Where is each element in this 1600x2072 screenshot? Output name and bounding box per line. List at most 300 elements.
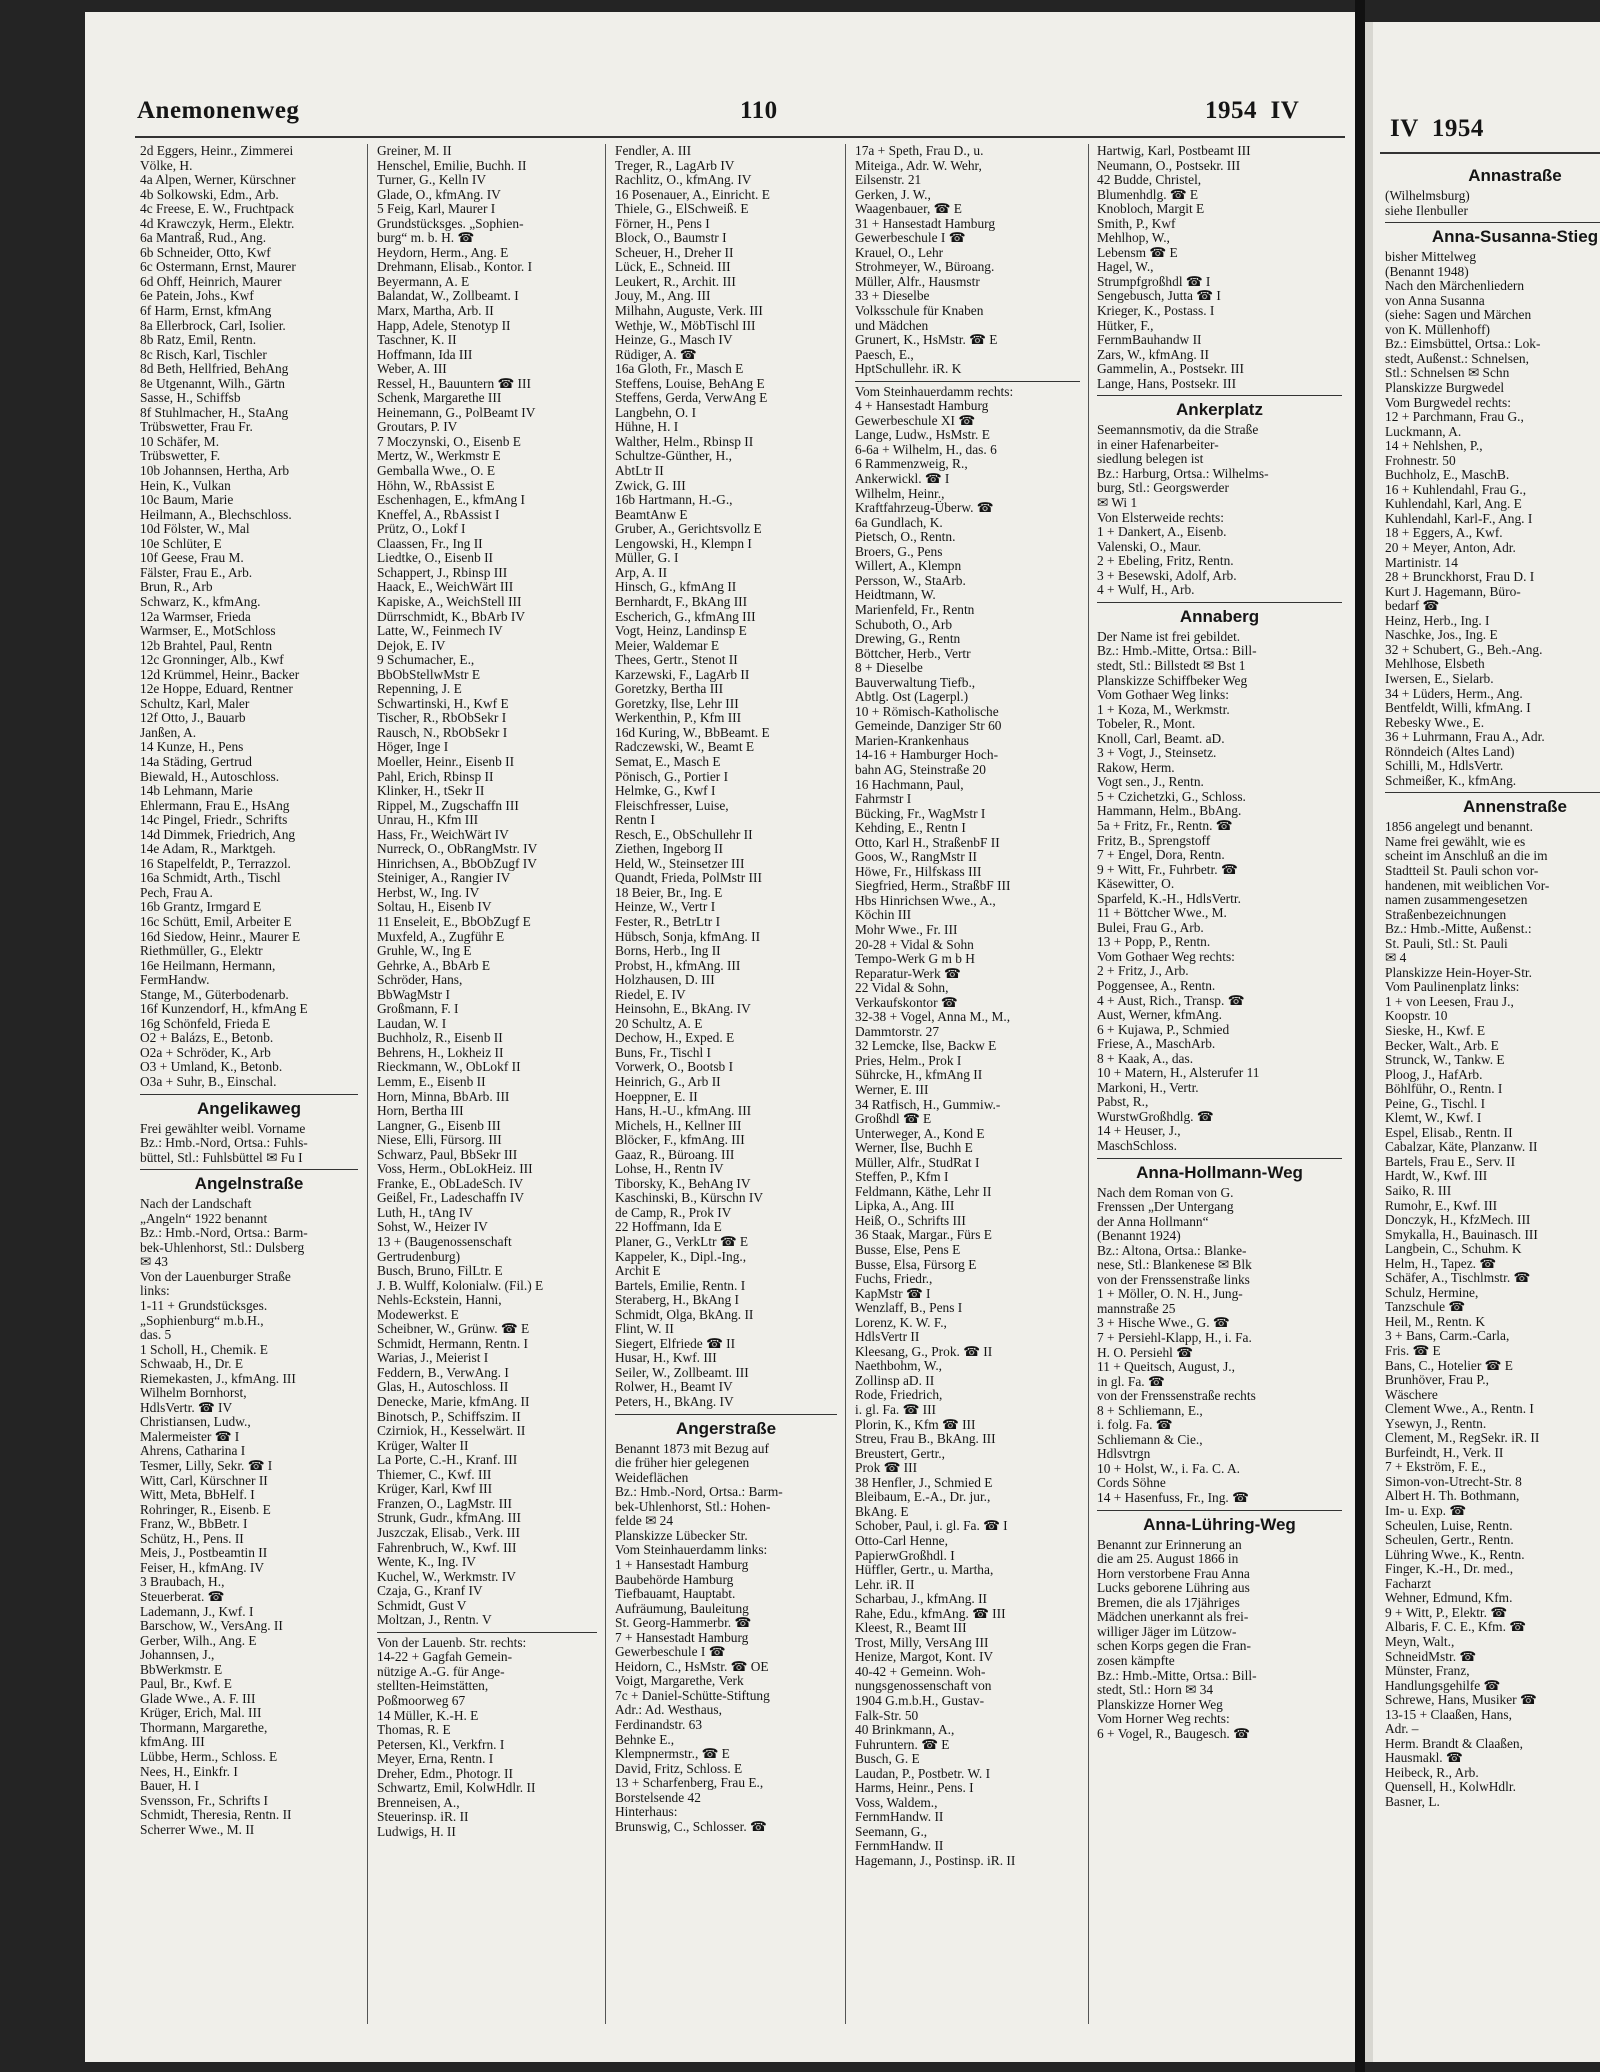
directory-entry: 13 + Popp, P., Rentn.: [1097, 935, 1211, 950]
directory-entry: Petersen, Kl., Verkfrn. I: [377, 1737, 505, 1752]
directory-entry: Lange, Ludw., HsMstr. E: [855, 428, 990, 443]
directory-entry: Ahrens, Catharina I: [140, 1444, 246, 1459]
directory-entry: kfmAng. III: [140, 1735, 205, 1750]
directory-entry: Bans, C., Hotelier ☎ E: [1385, 1358, 1513, 1373]
directory-entry: Dechow, H., Exped. E: [615, 1031, 735, 1046]
directory-entry: BbObStellwMstr E: [377, 667, 481, 682]
directory-entry: 9 + Witt, Fr., Fuhrbetr. ☎: [1097, 862, 1238, 877]
directory-entry: HdlsVertr II: [855, 1330, 920, 1345]
directory-entry: nungsgenossenschaft von: [855, 1679, 992, 1694]
directory-entry: Heibeck, R., Arb.: [1385, 1765, 1479, 1780]
directory-entry: Steffen, P., Kfm I: [855, 1170, 949, 1185]
directory-entry: Finger, K.-H., Dr. med.,: [1385, 1562, 1514, 1577]
section-rule: [377, 1632, 597, 1633]
directory-entry: Marienfeld, Fr., Rentn: [855, 602, 975, 617]
directory-entry: Fester, R., BetrLtr I: [615, 914, 721, 929]
directory-entry: Rönndeich (Altes Land): [1385, 744, 1515, 759]
directory-entry: Aust, Werner, kfmAng.: [1097, 1008, 1222, 1023]
directory-entry: Willert, A., Klempn: [855, 559, 962, 574]
directory-entry: Rippel, M., Zugschaffn III: [377, 798, 519, 813]
directory-entry: Meyn, Walt.,: [1385, 1634, 1455, 1649]
directory-entry: Brun, R., Arb: [140, 580, 213, 595]
directory-entry: Nach den Märchenliedern: [1385, 279, 1525, 294]
directory-entry: Kapiske, A., WeichStell III: [377, 594, 522, 609]
directory-entry: O3 + Umland, K., Betonb.: [140, 1060, 283, 1075]
directory-entry: Heinrich, G., Arb II: [615, 1075, 721, 1089]
directory-entry: Flint, W. II: [615, 1322, 674, 1337]
directory-entry: Lübbe, Herm., Schloss. E: [140, 1749, 278, 1764]
directory-entry: Wente, K., Ing. IV: [377, 1555, 476, 1570]
directory-entry: Scharbau, J., kfmAng. II: [855, 1592, 988, 1607]
directory-entry: Pech, Frau A.: [140, 885, 213, 900]
directory-entry: 2 + Fritz, J., Arb.: [1097, 964, 1189, 979]
directory-entry: Frohnestr. 50: [1385, 453, 1456, 468]
directory-entry: Schmidt, Gust V: [377, 1598, 467, 1613]
directory-entry: Kuhlendahl, Karl-F., Ang. I: [1385, 511, 1533, 526]
directory-entry: Trost, Milly, VersAng III: [855, 1635, 989, 1650]
directory-entry: Waagenbauer, ☎ E: [855, 202, 962, 217]
directory-entry: Vom Steinhauerdamm rechts:: [855, 384, 1014, 399]
directory-entry: Wethje, W., MöbTischl III: [615, 318, 756, 333]
directory-entry: Steuerinsp. iR. II: [377, 1810, 469, 1825]
directory-entry: Feddern, B., VerwAng. I: [377, 1365, 509, 1380]
directory-entry: Hans, H.-U., kfmAng. III: [615, 1104, 752, 1119]
directory-entry: Köchin III: [855, 908, 912, 923]
directory-entry: 8d Beth, Hellfried, BehAng: [140, 362, 289, 377]
directory-entry: Rachlitz, O., kfmAng. IV: [615, 173, 752, 188]
directory-entry: burg, Stl.: Georgswerder: [1097, 481, 1229, 496]
directory-entry: 16f Kunzendorf, H., kfmAng E: [140, 1002, 308, 1017]
directory-entry: Facharzt: [1385, 1576, 1432, 1591]
directory-entry: Streu, Frau B., BkAng. III: [855, 1432, 996, 1447]
directory-entry: Poßmoorweg 67: [377, 1693, 466, 1708]
directory-entry: Busse, Else, Pens E: [855, 1243, 961, 1258]
directory-entry: Claassen, Fr., Ing II: [377, 536, 483, 551]
directory-entry: Verkaufskontor ☎: [855, 995, 958, 1010]
directory-entry: Nees, H., Einkfr. I: [140, 1764, 238, 1779]
directory-entry: 1-11 + Grundstücksges.: [140, 1299, 268, 1314]
directory-entry: Eilsenstr. 21: [855, 173, 922, 188]
directory-entry: ✉ Wi 1: [1097, 496, 1138, 511]
directory-entry: Borstelsende 42: [615, 1790, 701, 1805]
directory-entry: 20-28 + Vidal & Sohn: [855, 937, 974, 952]
directory-entry: Seiler, W., Zollbeamt. III: [615, 1365, 749, 1380]
directory-entry: Archit E: [615, 1264, 661, 1279]
directory-entry: Sparfeld, K.-H., HdlsVertr.: [1097, 891, 1241, 906]
street-heading: Angelnstraße: [194, 1174, 304, 1194]
directory-entry: Goretzky, Bertha III: [615, 682, 724, 697]
directory-entry: Rieckmann, W., ObLokf II: [377, 1060, 521, 1075]
directory-entry: Scheuer, H., Dreher II: [615, 245, 734, 260]
directory-entry: Binotsch, P., Schiffszim. II: [377, 1409, 521, 1424]
directory-entry: Hoffmann, Ida III: [377, 347, 473, 362]
directory-entry: 4 + Wulf, H., Arb.: [1097, 583, 1195, 598]
directory-entry: Planskizze Burgwedel: [1385, 381, 1505, 396]
directory-entry: Geißel, Fr., Ladeschaffn IV: [377, 1191, 525, 1206]
directory-entry: Rüdiger, A. ☎: [615, 347, 697, 362]
directory-entry: Witt, Meta, BbHelf. I: [140, 1488, 255, 1503]
directory-entry: die früher hier gelegenen: [615, 1456, 750, 1471]
directory-entry: Behnke E.,: [615, 1732, 675, 1747]
directory-entry: Jouy, M., Ang. III: [615, 289, 711, 304]
directory-entry: 13 + Scharfenberg, Frau E.,: [615, 1776, 764, 1791]
right-page: [1365, 22, 1600, 2062]
directory-entry: Müller, Alfr., StudRat I: [855, 1155, 980, 1170]
directory-entry: Schrewe, Hans, Musiker ☎: [1385, 1693, 1537, 1708]
directory-entry: Muxfeld, A., Zugführ E: [377, 929, 505, 944]
column-divider: [1088, 144, 1089, 2024]
directory-entry: Fahrenbruch, W., Kwf. III: [377, 1540, 517, 1555]
directory-entry: 38 Henfler, J., Schmied E: [855, 1475, 993, 1490]
directory-entry: Sieske, H., Kwf. E: [1385, 1023, 1486, 1038]
directory-entry: Heidtmann, W.: [855, 588, 936, 603]
directory-entry: 10e Schlüter, E: [140, 536, 222, 551]
directory-entry: Schmeißer, K., kfmAng.: [1385, 773, 1517, 788]
directory-entry: Heinze, W., Vertr I: [615, 900, 716, 915]
directory-entry: 6b Schneider, Otto, Kwf: [140, 245, 271, 260]
directory-entry: Schober, Paul, i. gl. Fa. ☎ I: [855, 1519, 1008, 1534]
directory-entry: Busch, Bruno, FilLtr. E: [377, 1264, 503, 1279]
street-heading: Angelikaweg: [197, 1098, 301, 1118]
directory-entry: Hinsch, G., kfmAng II: [615, 580, 737, 595]
directory-entry: Blumenhdlg. ☎ E: [1097, 187, 1199, 202]
directory-entry: 12f Otto, J., Bauarb: [140, 711, 246, 726]
directory-entry: Probst, H., kfmAng. III: [615, 958, 741, 973]
directory-entry: Werkenthin, P., Kfm III: [615, 711, 742, 726]
directory-entry: Rolwer, H., Beamt IV: [615, 1380, 733, 1395]
directory-entry: links:: [140, 1284, 170, 1299]
directory-entry: Aufräumung, Bauleitung: [615, 1601, 749, 1616]
column-divider: [605, 144, 606, 2024]
directory-entry: Horn verstorbene Frau Anna: [1097, 1566, 1250, 1581]
directory-entry: Miteiga., Adr. W. Wehr,: [855, 158, 982, 173]
directory-entry: Latte, W., Feinmech IV: [377, 624, 503, 639]
directory-entry: Prok ☎ III: [855, 1461, 918, 1476]
directory-entry: 5a + Fritz, Fr., Rentn. ☎: [1097, 818, 1233, 833]
directory-entry: Schäfer, A., Tischlmstr. ☎: [1385, 1271, 1531, 1286]
directory-entry: Fahrmstr I: [855, 792, 912, 807]
directory-entry: 5 + Czichetzki, G., Schloss.: [1097, 789, 1246, 804]
directory-entry: Kleesang, G., Prok. ☎ II: [855, 1344, 993, 1359]
directory-entry: 14 + Heuser, J.,: [1097, 1124, 1181, 1139]
directory-entry: Bz.: Eimsbüttel, Ortsa.: Lok-: [1385, 337, 1541, 352]
directory-entry: Frenssen „Der Untergang: [1097, 1200, 1234, 1215]
directory-entry: 12e Hoppe, Eduard, Rentner: [140, 682, 293, 697]
directory-entry: Abtlg. Ost (Lagerpl.): [855, 690, 969, 705]
directory-entry: Strohmeyer, W., Büroang.: [855, 260, 995, 275]
directory-entry: 2d Eggers, Heinr., Zimmerei: [140, 144, 294, 158]
directory-entry: Busse, Elsa, Fürsorg E: [855, 1257, 977, 1272]
section-rule: [615, 1414, 837, 1415]
directory-entry: Riethmüller, G., Elektr: [140, 944, 263, 959]
directory-entry: 10 + Holst, W., i. Fa. C. A.: [1097, 1461, 1240, 1476]
directory-entry: 14e Adam, R., Marktgeh.: [140, 842, 276, 857]
directory-entry: namen zusammengesetzen: [1385, 893, 1528, 908]
directory-entry: Sührcke, H., kfmAng II: [855, 1068, 983, 1083]
directory-entry: Vom Horner Weg rechts:: [1097, 1712, 1230, 1727]
directory-entry: 7 + Persiehl-Klapp, H., i. Fa.: [1097, 1331, 1252, 1346]
directory-entry: 8 + Kaak, A., das.: [1097, 1051, 1194, 1066]
directory-entry: Fälster, Frau E., Arb.: [140, 565, 253, 580]
section-rule: [140, 1169, 358, 1170]
directory-entry: Pönisch, G., Portier I: [615, 769, 729, 784]
directory-entry: 16a Schmidt, Arth., Tischl: [140, 871, 281, 886]
directory-entry: Krüger, Erich, Mal. III: [140, 1706, 262, 1721]
directory-entry: Kaschinski, B., Kürschn IV: [615, 1191, 764, 1206]
directory-entry: Kappeler, K., Dipl.-Ing.,: [615, 1249, 747, 1264]
directory-entry: 34 Ratfisch, H., Gummiw.-: [855, 1097, 1001, 1112]
directory-entry: Heinz, Herb., Ing. I: [1385, 613, 1490, 628]
directory-entry: Semat, E., Masch E: [615, 754, 721, 769]
directory-entry: Broers, G., Pens: [855, 544, 943, 559]
directory-entry: de Camp, R., Prok IV: [615, 1205, 732, 1220]
directory-entry: Otto, Karl H., StraßenbF II: [855, 835, 1000, 850]
section-rule: [855, 381, 1080, 382]
directory-entry: Tischer, R., RbObSekr I: [377, 711, 507, 726]
directory-entry: Dreher, Edm., Photogr. II: [377, 1766, 513, 1781]
directory-entry: Meis, J., Postbeamtin II: [140, 1546, 268, 1561]
directory-entry: Schilli, M., HdlsVertr.: [1385, 759, 1504, 774]
directory-entry: Lengowski, H., Klempn I: [615, 536, 752, 551]
directory-entry: Burfeindt, H., Verk. II: [1385, 1445, 1504, 1460]
directory-entry: 16c Schütt, Emil, Arbeiter E: [140, 914, 292, 929]
street-heading: Annenstraße: [1463, 797, 1567, 817]
directory-entry: Handlungsgehilfe ☎: [1385, 1678, 1501, 1693]
directory-entry: von der Frenssenstraße rechts: [1097, 1389, 1256, 1404]
directory-entry: Langbehn, O. I: [615, 405, 697, 420]
directory-entry: bek-Uhlenhorst, Stl.: Hohen-: [615, 1499, 771, 1514]
directory-entry: Greiner, M. II: [377, 144, 452, 158]
directory-entry: Schmidt, Hermann, Rentn. I: [377, 1336, 528, 1351]
directory-entry: Volksschule für Knaben: [855, 304, 984, 319]
directory-entry: zosen kämpfte: [1097, 1653, 1175, 1668]
directory-entry: Nehls-Eckstein, Hanni,: [377, 1293, 502, 1308]
directory-entry: Vogt, Heinz, Landinsp E: [615, 624, 747, 639]
directory-entry: bek-Uhlenhorst, Stl.: Dulsberg: [140, 1240, 305, 1255]
directory-entry: Pabst, R.,: [1097, 1095, 1149, 1110]
directory-entry: Seemann, G.,: [855, 1824, 928, 1839]
directory-entry: Großhdl ☎ E: [855, 1112, 932, 1127]
directory-entry: Schwartinski, H., Kwf E: [377, 696, 509, 711]
directory-entry: Heilmann, A., Blechschloss.: [140, 507, 292, 522]
directory-entry: Fris. ☎ E: [1385, 1344, 1441, 1359]
directory-entry: Rumohr, E., Kwf. III: [1385, 1198, 1498, 1213]
directory-entry: Fleischfresser, Luise,: [615, 798, 729, 813]
directory-entry: 1 + Koza, M., Werkmstr.: [1097, 702, 1230, 717]
section-rule: [1097, 1158, 1342, 1159]
directory-entry: Peine, G., Tischl. I: [1385, 1096, 1486, 1111]
directory-entry: Karzewski, F., LagArb II: [615, 667, 750, 682]
directory-entry: Fuchs, Friedr.,: [855, 1272, 933, 1287]
directory-entry: 6 + Kujawa, P., Schmied: [1097, 1022, 1230, 1037]
directory-entry: Ehlermann, Frau E., HsAng: [140, 798, 290, 813]
directory-entry: Ziethen, Ingeborg II: [615, 842, 723, 857]
directory-entry: Höhn, W., RbAssist E: [377, 478, 495, 493]
directory-entry: Zars, W., kfmAng. II: [1097, 347, 1209, 362]
directory-entry: Thormann, Margarethe,: [140, 1720, 268, 1735]
directory-entry: von K. Müllenhoff): [1385, 322, 1491, 337]
column-divider: [367, 144, 368, 2024]
directory-entry: siehe Ilenbuller: [1385, 203, 1468, 218]
directory-entry: scheint im Anschluß an die im: [1385, 849, 1548, 864]
directory-entry: H. O. Persiehl ☎: [1097, 1345, 1193, 1360]
directory-entry: Trübswetter, F.: [140, 449, 221, 464]
directory-entry: Stange, M., Güterbodenarb.: [140, 987, 289, 1002]
directory-entry: Tempo-Werk G m b H: [855, 952, 975, 967]
directory-entry: Falk-Str. 50: [855, 1708, 919, 1723]
directory-entry: Paesch, E.,: [855, 347, 914, 362]
directory-entry: Buns, Fr., Tischl I: [615, 1045, 712, 1060]
directory-entry: 6-6a + Wilhelm, H., das. 6: [855, 442, 997, 457]
directory-entry: Langbein, C., Schuhm. K: [1385, 1242, 1522, 1257]
directory-entry: PapierwGroßhdl. I: [855, 1548, 955, 1563]
directory-entry: Laudan, W. I: [377, 1016, 447, 1031]
directory-entry: Rebesky Wwe., E.: [1385, 715, 1485, 730]
directory-entry: bisher Mittelweg: [1385, 250, 1477, 265]
directory-entry: 6 Rammenzweig, R.,: [855, 457, 968, 472]
directory-entry: Michels, H., Kellner III: [615, 1118, 742, 1133]
directory-entry: Knoll, Carl, Beamt. aD.: [1097, 731, 1225, 746]
directory-entry: 14 Müller, K.-H. E: [377, 1708, 479, 1723]
directory-entry: HptSchullehr. iR. K: [855, 362, 962, 377]
directory-entry: Heinemann, G., PolBeamt IV: [377, 405, 536, 420]
directory-entry: Planskizze Schiffbeker Weg: [1097, 673, 1248, 688]
directory-entry: 4 + Aust, Rich., Transp. ☎: [1097, 993, 1245, 1008]
directory-entry: Meier, Waldemar E: [615, 638, 720, 653]
directory-entry: Cabalzar, Käte, Planzanw. II: [1385, 1140, 1538, 1155]
column-1: [140, 144, 358, 1837]
directory-entry: Schwaab, H., Dr. E: [140, 1357, 244, 1372]
directory-entry: Bz.: Altona, Ortsa.: Blanke-: [1097, 1243, 1247, 1258]
directory-entry: Block, O., Baumstr I: [615, 231, 727, 246]
directory-entry: Czirniok, H., Kesselwärt. II: [377, 1424, 526, 1439]
directory-entry: Denecke, Marie, kfmAng. II: [377, 1395, 530, 1410]
directory-entry: Lange, Hans, Postsekr. III: [1097, 376, 1237, 391]
directory-entry: Barschow, W., VersAng. II: [140, 1619, 283, 1634]
directory-entry: Lemm, E., Eisenb II: [377, 1075, 486, 1089]
directory-entry: Werner, E. III: [855, 1083, 929, 1097]
directory-entry: Lühring Wwe., K., Rentn.: [1385, 1547, 1525, 1562]
directory-entry: Hardt, W., Kwf. III: [1385, 1169, 1488, 1184]
directory-entry: 10b Johannsen, Hertha, Arb: [140, 464, 290, 479]
directory-entry: Gaaz, R., Büroang. III: [615, 1147, 735, 1162]
directory-entry: SchneidMstr. ☎: [1385, 1649, 1477, 1664]
directory-entry: Der Name ist frei gebildet.: [1097, 629, 1241, 644]
directory-entry: der Anna Hollmann“: [1097, 1214, 1209, 1229]
directory-entry: 14-22 + Gagfah Gemein-: [377, 1650, 513, 1665]
directory-entry: Valenski, O., Maur.: [1097, 539, 1202, 554]
directory-entry: 32-38 + Vogel, Anna M., M.,: [855, 1010, 1011, 1025]
street-heading: Annastraße: [1468, 166, 1562, 185]
directory-entry: Becker, Walt., Arb. E: [1385, 1038, 1499, 1053]
directory-entry: Rentn I: [615, 813, 655, 828]
directory-entry: Grunert, K., HsMstr. ☎ E: [855, 333, 998, 348]
directory-entry: 8 + Schliemann, E.,: [1097, 1403, 1203, 1418]
directory-entry: Vogt sen., J., Rentn.: [1097, 775, 1204, 790]
directory-entry: Steraberg, H., BkAng I: [615, 1293, 739, 1308]
directory-entry: Vom Paulinenplatz links:: [1385, 980, 1520, 995]
directory-entry: Böhlführ, O., Rentn. I: [1385, 1082, 1503, 1097]
street-heading: Angerstraße: [675, 1418, 777, 1438]
directory-entry: Weber, A. III: [377, 362, 447, 377]
directory-entry: BkAng. E: [855, 1504, 909, 1519]
directory-entry: Krieger, K., Postass. I: [1097, 304, 1215, 319]
directory-entry: 22 Vidal & Sohn,: [855, 981, 949, 996]
directory-entry: Strumpfgroßhdl ☎ I: [1097, 274, 1211, 289]
directory-entry: Seemannsmotiv, da die Straße: [1097, 423, 1259, 438]
directory-entry: Moltzan, J., Rentn. V: [377, 1613, 492, 1628]
directory-entry: 4c Freese, E. W., Fruchtpack: [140, 202, 294, 217]
directory-entry: 14-16 + Hamburger Hoch-: [855, 748, 999, 763]
directory-entry: Heiß, O., Schrifts III: [855, 1213, 966, 1228]
directory-entry: Thiemer, C., Kwf. III: [377, 1467, 492, 1482]
directory-entry: 16 + Kuhlendahl, Frau G.,: [1385, 482, 1527, 497]
directory-entry: Mehlhop, W.,: [1097, 231, 1170, 246]
directory-entry: Dejok, E. IV: [377, 638, 446, 653]
directory-entry: Vom Steinhauerdamm links:: [615, 1543, 768, 1558]
directory-entry: Behrens, H., Lokheiz II: [377, 1045, 504, 1060]
directory-entry: 8c Risch, Karl, Tischler: [140, 347, 267, 362]
directory-entry: 22 Hoffmann, Ida E: [615, 1220, 722, 1235]
directory-entry: J. B. Wulff, Kolonialw. (Fil.) E: [377, 1278, 544, 1293]
directory-entry: Gruhle, W., Ing E: [377, 944, 472, 959]
street-heading: Anna-Susanna-Stieg: [1431, 227, 1599, 247]
directory-entry: Unrau, H., Kfm III: [377, 813, 479, 828]
directory-entry: Langner, G., Eisenb III: [377, 1118, 501, 1133]
directory-entry: nese, Stl.: Blankenese ✉ Blk: [1097, 1258, 1252, 1273]
header-rule: [1380, 152, 1600, 154]
directory-entry: 1 Scholl, H., Chemik. E: [140, 1342, 268, 1357]
directory-entry: Dürrschmidt, K., BbArb IV: [377, 609, 526, 624]
section-rule: [140, 1094, 358, 1095]
book-gutter: [1355, 0, 1365, 2072]
directory-entry: 3 + Hische Wwe., G. ☎: [1097, 1316, 1230, 1331]
directory-entry: 32 Lemcke, Ilse, Backw E: [855, 1039, 997, 1054]
directory-entry: Schwartz, Emil, KolwHdlr. II: [377, 1781, 536, 1796]
directory-entry: Tesmer, Lilly, Sekr. ☎ I: [140, 1459, 273, 1474]
directory-entry: Vom Burgwedel rechts:: [1385, 395, 1511, 410]
street-heading: Annaberg: [1179, 606, 1260, 626]
directory-entry: 7 Moczynski, O., Eisenb E: [377, 434, 521, 449]
directory-entry: stellten-Heimstätten,: [377, 1679, 489, 1694]
directory-entry: Cords Söhne: [1097, 1476, 1166, 1491]
directory-entry: Clement Wwe., A., Rentn. I: [1385, 1402, 1534, 1417]
directory-entry: Kraftfahrzeug-Überw. ☎: [855, 501, 994, 516]
directory-entry: Tiefbauamt, Hauptabt.: [615, 1587, 736, 1602]
directory-entry: Trübswetter, Frau Fr.: [140, 420, 253, 435]
directory-entry: Fritz, B., Sprengstoff: [1097, 833, 1211, 848]
directory-entry: 32 + Schubert, G., Beh.-Ang.: [1385, 642, 1543, 657]
directory-entry: 14b Lehmann, Marie: [140, 784, 253, 799]
directory-entry: Thees, Gertr., Stenot II: [615, 653, 738, 668]
directory-entry: Marien-Krankenhaus: [855, 733, 969, 748]
directory-entry: 5 Feig, Karl, Maurer I: [377, 202, 496, 217]
directory-entry: Werner, Ilse, Buchh E: [855, 1141, 973, 1156]
directory-entry: ✉ 43: [140, 1255, 168, 1270]
section-rule: [1097, 602, 1342, 603]
directory-entry: BeamtAnw E: [615, 507, 688, 522]
directory-entry: Taschner, K. II: [377, 333, 457, 348]
section-rule: [1097, 395, 1342, 396]
directory-entry: 16 Stapelfeldt, P., Terrazzol.: [140, 856, 291, 871]
directory-entry: Kuchel, W., Werkmstr. IV: [377, 1569, 516, 1584]
directory-entry: Hartwig, Karl, Postbeamt III: [1097, 144, 1251, 158]
directory-entry: bahn AG, Steinstraße 20: [855, 762, 986, 777]
directory-entry: Prütz, O., Lokf I: [377, 522, 466, 537]
directory-entry: Saiko, R. III: [1385, 1184, 1452, 1198]
directory-entry: i. gl. Fa. ☎ III: [855, 1403, 937, 1418]
directory-entry: Schultz, Karl, Maler: [140, 696, 250, 711]
